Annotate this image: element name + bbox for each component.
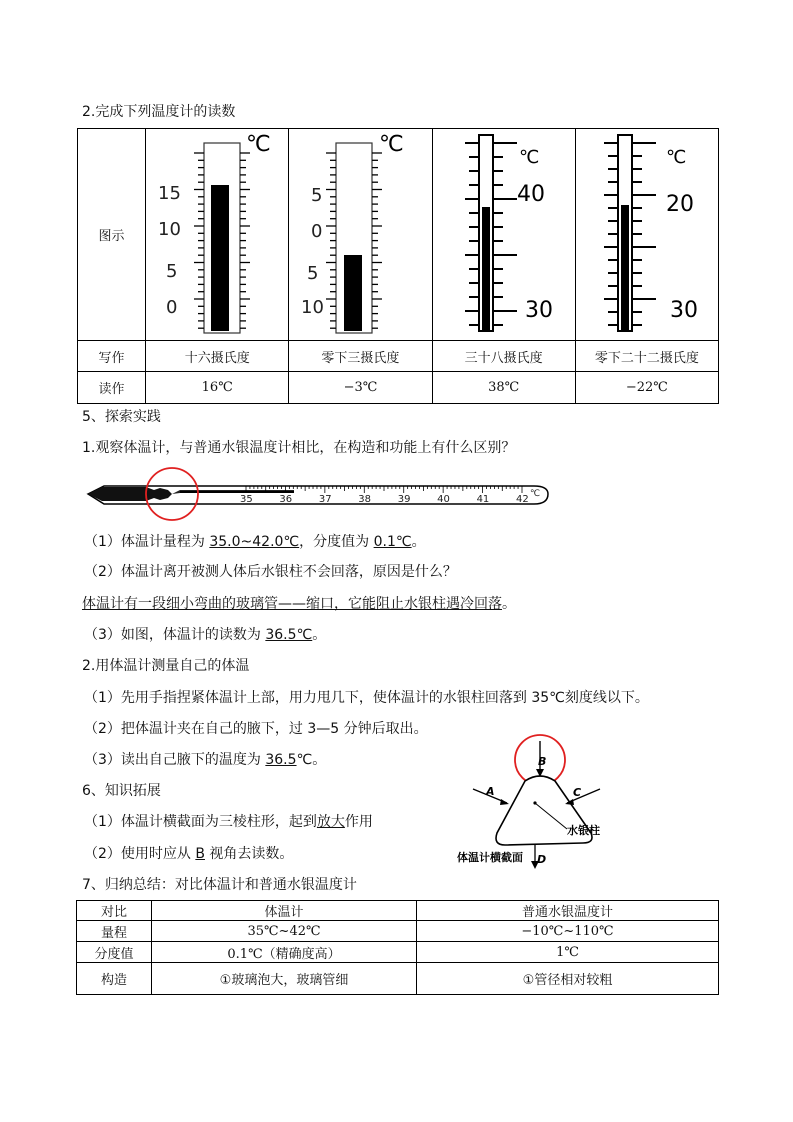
cross-section-diagram	[455, 733, 630, 871]
thermometer-figure-4	[575, 129, 718, 341]
thermometer-3-unit: ℃	[518, 147, 539, 168]
q2-part-1: （1）先用手指捏紧体温计上部，用力甩几下，使体温计的水银柱回落到 35℃刻度线以下。	[84, 690, 649, 706]
row-label-written: 写作	[78, 341, 146, 372]
s6-part-1: （1）体温计横截面为三棱柱形，起到放大作用	[84, 814, 373, 830]
section-label: 体温计横截面	[457, 851, 523, 864]
thermometer-3-icon	[433, 129, 575, 336]
written-2: 零下三摄氏度	[289, 341, 432, 372]
read-2: −3℃	[289, 372, 432, 404]
question-1-title: 1.观察体温计，与普通水银温度计相比，在构造和功能上有什么区别？	[82, 440, 516, 456]
clinical-thermometer-unit: ℃	[530, 489, 541, 499]
reading-table	[77, 128, 719, 404]
clinical-scale-label: 35	[240, 494, 253, 505]
q1-part-1: （1）体温计量程为 35.0~42.0℃，分度值为 0.1℃。	[84, 534, 426, 550]
row-label-read: 读作	[78, 372, 146, 404]
thermometer-2-label-5-bottom: 5	[307, 263, 319, 284]
compare-division-clinical: 0.1℃（精确度高）	[152, 942, 417, 963]
thermometer-1-unit: ℃	[246, 132, 271, 157]
written-3: 三十八摄氏度	[432, 341, 575, 372]
row-label-figure: 图示	[78, 129, 146, 341]
q2-part-2: （2）把体温计夹在自己的腋下，过 3—5 分钟后取出。	[84, 721, 428, 737]
q1-part-2: （2）体温计离开被测人体后水银柱不会回落，原因是什么？	[84, 564, 457, 580]
clinical-scale-label: 40	[437, 494, 450, 505]
s6-part-2: （2）使用时应从 B 视角去读数。	[84, 846, 294, 862]
compare-range-label: 量程	[77, 921, 152, 942]
section-5-title: 5、探索实践	[82, 409, 161, 425]
mercury-label: 水银柱	[567, 824, 600, 837]
label-c: C	[573, 786, 582, 799]
compare-division-label: 分度值	[77, 942, 152, 963]
section-7-title: 7、归纳总结：对比体温计和普通水银温度计	[82, 877, 357, 893]
thermometer-3-label-30: 30	[524, 298, 553, 323]
thermometer-2-icon	[289, 129, 431, 336]
thermometer-1-label-0: 0	[166, 297, 178, 318]
thermometer-3-label-40: 40	[516, 182, 545, 207]
label-b: B	[538, 755, 547, 768]
clinical-scale-label: 37	[318, 494, 332, 505]
clinical-scale-label: 38	[358, 494, 372, 505]
section-2-title: 2.完成下列温度计的读数	[82, 104, 236, 120]
compare-range-ordinary: −10℃~110℃	[417, 921, 719, 942]
written-4: 零下二十二摄氏度	[575, 341, 718, 372]
written-1: 十六摄氏度	[146, 341, 289, 372]
clinical-scale-label: 41	[476, 494, 490, 505]
thermometer-2-label-5-top: 5	[311, 185, 323, 206]
thermometer-4-unit: ℃	[665, 147, 687, 168]
thermometer-4-label-20: 20	[665, 192, 694, 217]
thermometer-1-label-10: 10	[158, 219, 182, 240]
clinical-thermometer-icon	[84, 466, 554, 526]
thermometer-1-label-5: 5	[166, 261, 178, 282]
compare-header-ordinary: 普通水银温度计	[417, 901, 719, 921]
thermometer-2-unit: ℃	[379, 132, 405, 157]
thermometer-figure-3	[432, 129, 575, 341]
label-a: A	[486, 785, 495, 798]
compare-header-clinical: 体温计	[152, 901, 417, 921]
thermometer-1-icon	[146, 129, 288, 336]
label-d: D	[537, 853, 547, 866]
thermometer-2-label-10: 10	[301, 297, 325, 318]
thermometer-4-label-30: 30	[669, 298, 698, 323]
q2-part-3: （3）读出自己腋下的温度为 36.5℃。	[84, 752, 327, 768]
read-1: 16℃	[146, 372, 289, 404]
q1-part-3: （3）如图，体温计的读数为 36.5℃。	[84, 627, 327, 643]
thermometer-figure-1	[146, 129, 289, 341]
q1-part-2-answer: 体温计有一段细小弯曲的玻璃管——缩口，它能阻止水银柱遇冷回落。	[82, 596, 516, 612]
compare-structure-clinical: ①玻璃泡大，玻璃管细	[152, 963, 417, 995]
compare-table	[76, 900, 719, 995]
read-4: −22℃	[575, 372, 718, 404]
compare-range-clinical: 35℃~42℃	[152, 921, 417, 942]
question-2-title: 2.用体温计测量自己的体温	[82, 658, 250, 674]
clinical-scale-label: 42	[516, 494, 529, 505]
clinical-scale-label: 36	[279, 494, 293, 505]
thermometer-2-label-0: 0	[311, 221, 323, 242]
compare-header-item: 对比	[77, 901, 152, 921]
compare-structure-ordinary: ①管径相对较粗	[417, 963, 719, 995]
compare-structure-label: 构造	[77, 963, 152, 995]
read-3: 38℃	[432, 372, 575, 404]
thermometer-4-icon	[576, 129, 718, 336]
thermometer-1-label-15: 15	[158, 183, 182, 204]
thermometer-figure-2	[289, 129, 432, 341]
section-6-title: 6、知识拓展	[82, 783, 161, 799]
compare-division-ordinary: 1℃	[417, 942, 719, 963]
clinical-scale-label: 39	[397, 494, 411, 505]
